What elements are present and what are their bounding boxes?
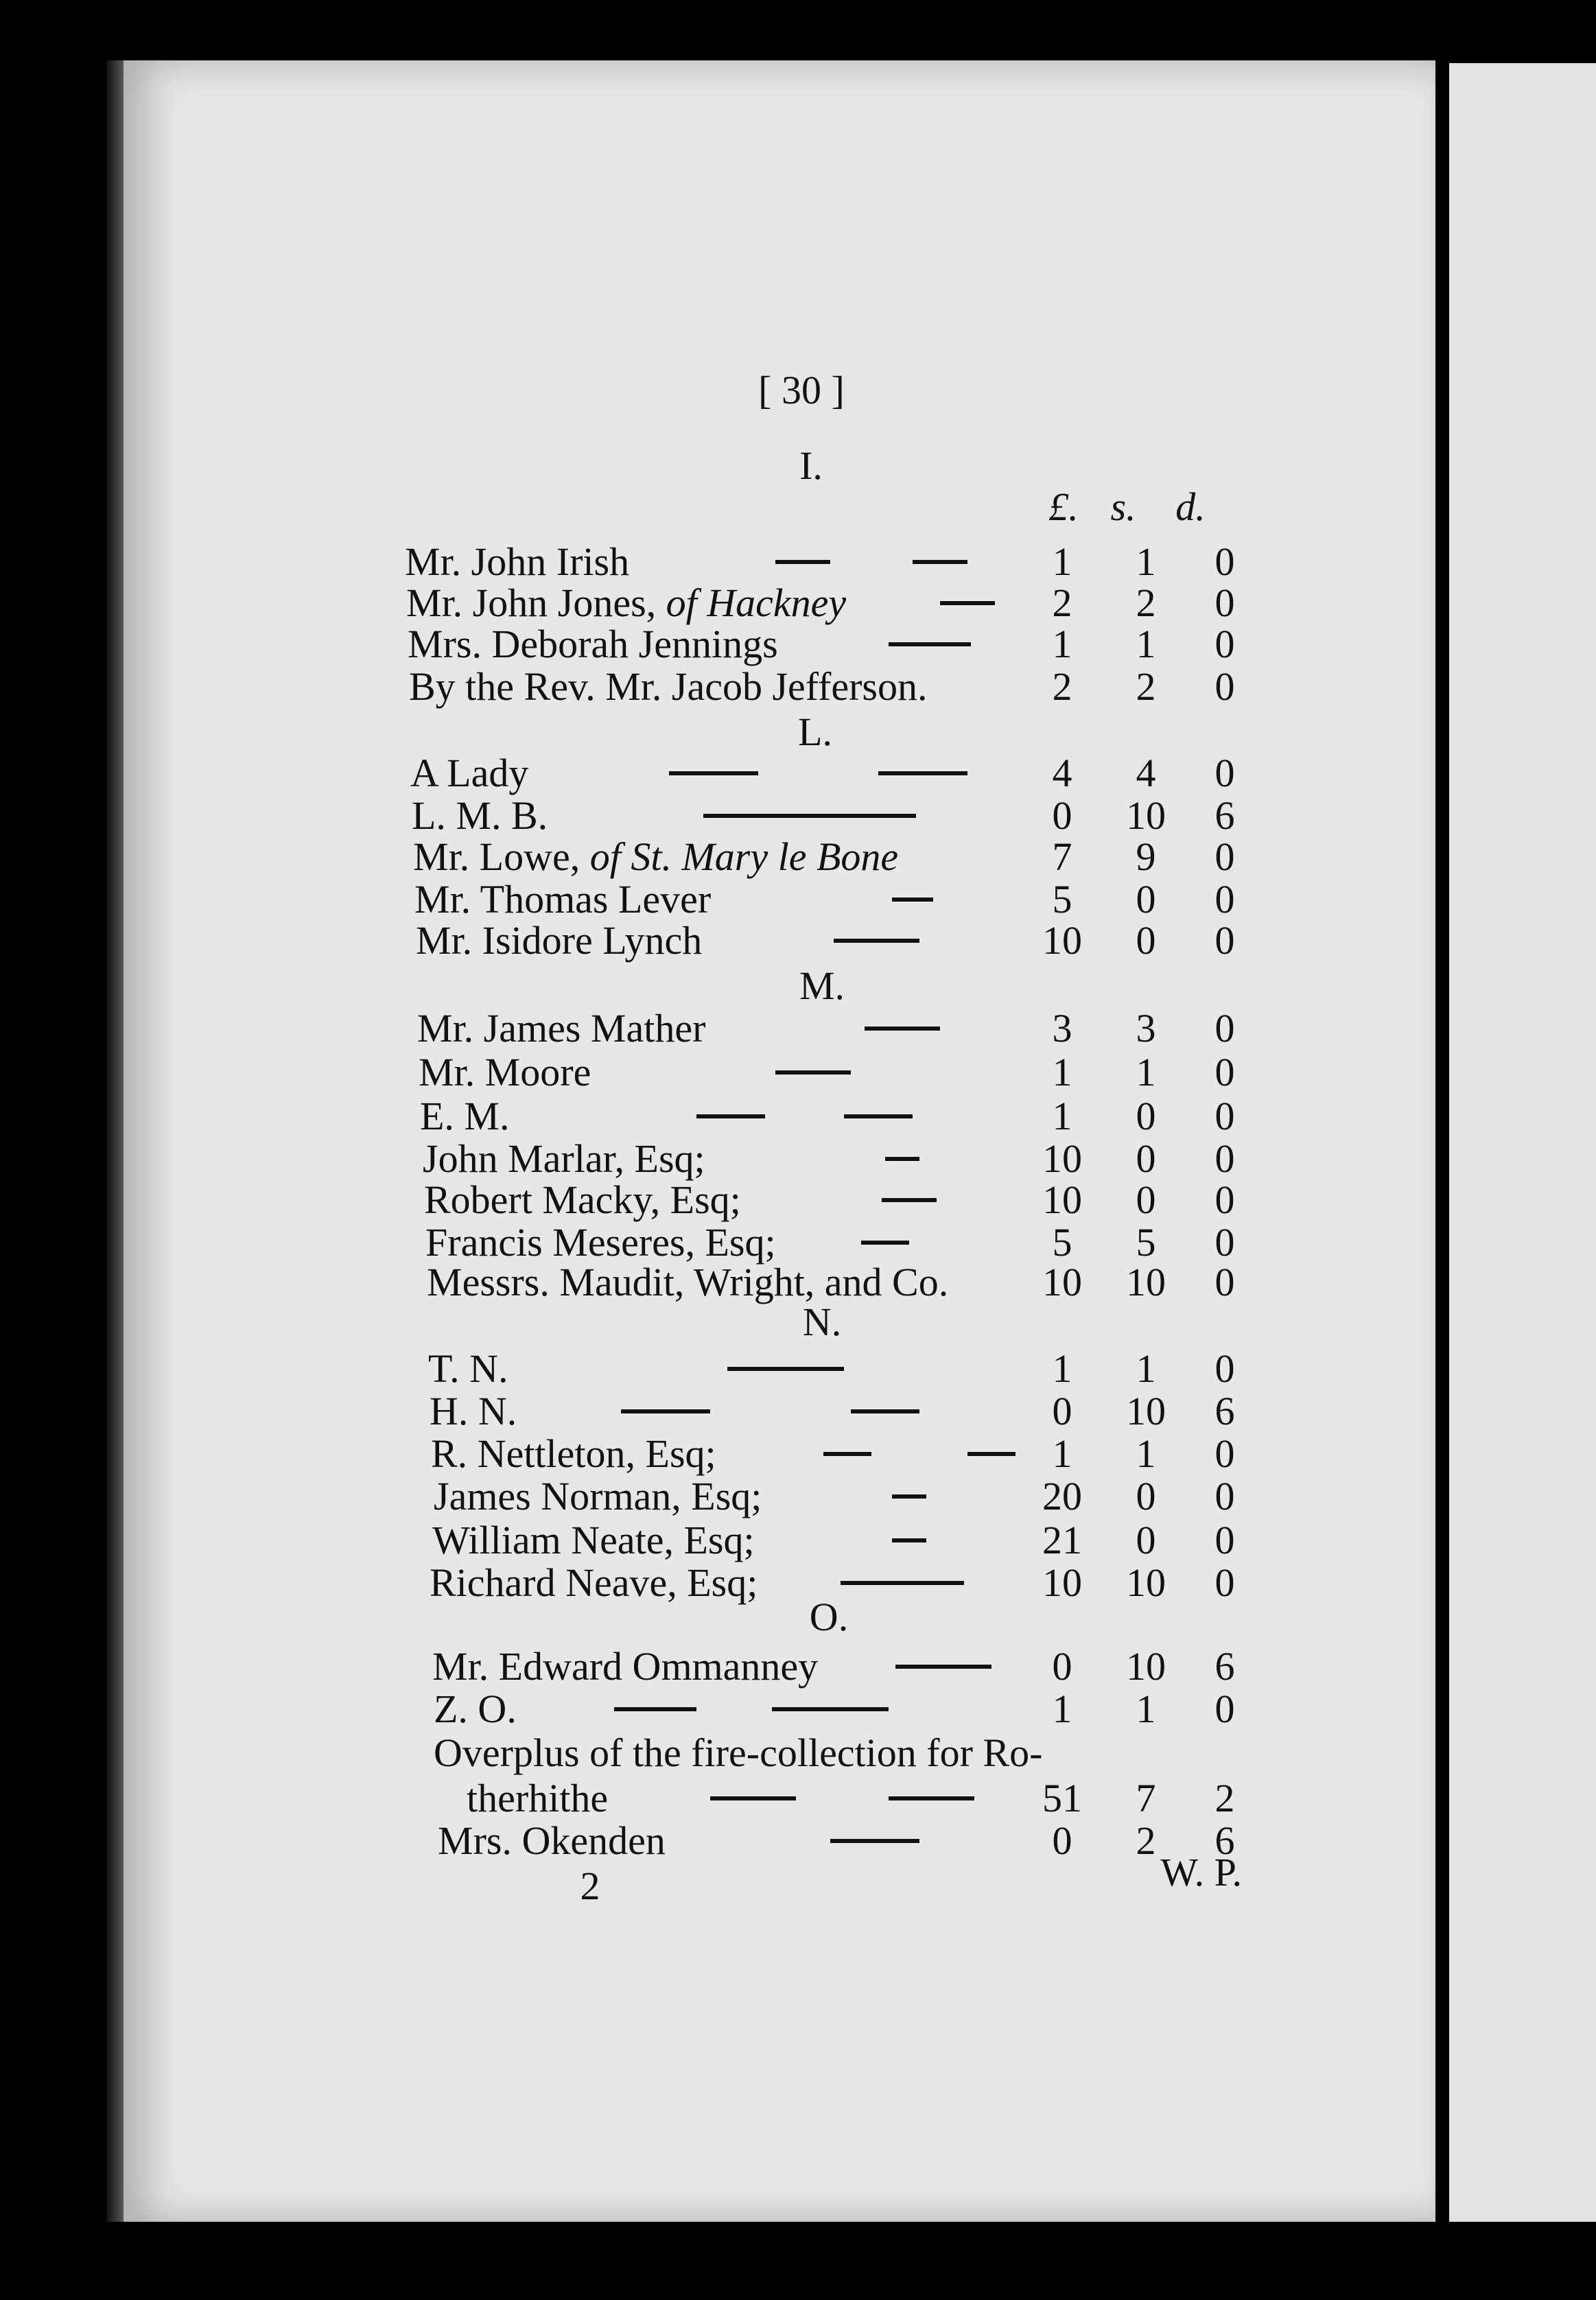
subscriber-name-text: Mr. Isidore Lynch [416,918,703,963]
leader-dash [703,814,916,818]
amount-pounds: 4 [1052,751,1072,795]
subscriber-name-text: Mr. Thomas Lever [414,877,712,922]
leader-dash [882,1198,937,1202]
leader-dash [865,1026,940,1031]
leader-dash [823,1452,871,1456]
amount-pence: 0 [1214,580,1235,625]
amount-shillings: 2 [1136,580,1156,625]
leader-dash [895,1665,991,1669]
subscriber-name-text: Richard Neave, Esq; [430,1560,758,1605]
amount-shillings: 1 [1136,539,1156,584]
subscriber-name-text: Z. O. [434,1687,517,1731]
amount-shillings: 10 [1126,1389,1166,1433]
amount-pence: 0 [1214,1431,1235,1476]
amount-pounds: 3 [1052,1006,1072,1051]
amount-shillings: 4 [1136,751,1156,795]
subscriber-name [428,1346,508,1391]
subscriber-name-text: A Lady [410,751,529,795]
section-letter: M. [799,963,845,1008]
subscriber-name [431,1431,716,1476]
subscriber-name [432,1518,755,1562]
leader-dash [727,1367,844,1371]
amount-pence: 0 [1214,1220,1235,1265]
amount-pence: 6 [1214,1818,1235,1863]
amount-shillings: 10 [1126,1260,1166,1304]
subscriber-name-text: Overplus of the fire-collection for Ro- [434,1730,1043,1775]
leader-dash [772,1707,889,1711]
leader-dash [913,560,967,564]
leader-dash [892,897,933,902]
amount-pounds: 1 [1052,1050,1072,1094]
subscriber-name-text: E. M. [420,1094,510,1138]
subscriber-name-text: therhithe [467,1776,609,1820]
amount-pence: 0 [1214,664,1235,709]
signature-mark: 2 [580,1864,600,1908]
amount-pounds: 0 [1052,793,1072,838]
subscriber-name-text: John Marlar, Esq; [423,1136,705,1181]
amount-pounds: 20 [1042,1474,1082,1518]
amount-shillings: 3 [1136,1006,1156,1051]
amount-shillings: 0 [1136,1136,1156,1181]
amount-pounds: 2 [1052,580,1072,625]
amount-pounds: 0 [1052,1818,1072,1863]
amount-shillings: 0 [1136,877,1156,922]
amount-pounds: 5 [1052,1220,1072,1265]
subscriber-name [405,539,630,584]
header-shillings: s. [1110,484,1136,529]
amount-pounds: 10 [1042,1560,1082,1605]
subscriber-name [412,793,548,838]
subscriber-name-text: Mrs. Deborah Jennings [408,622,778,666]
amount-pence: 2 [1214,1776,1235,1820]
amount-pence: 0 [1214,1260,1235,1304]
subscriber-name [416,918,703,963]
leader-dash [967,1452,1016,1456]
amount-shillings: 1 [1136,1687,1156,1731]
amount-shillings: 5 [1136,1220,1156,1265]
catchword: W. P. [1160,1850,1242,1894]
leader-dash [841,1581,964,1585]
amount-shillings: 7 [1136,1776,1156,1820]
amount-pounds: 1 [1052,539,1072,584]
subscriber-name-text: R. Nettleton, Esq; [431,1431,716,1476]
subscriber-name [427,1260,949,1304]
subscriber-name [424,1177,741,1222]
subscriber-name-text: T. N. [428,1346,508,1391]
subscriber-name [417,1006,706,1051]
subscriber-name-text: L. M. B. [412,793,548,838]
subscriber-name [467,1776,609,1820]
page-gutter [1435,60,1449,2222]
subscriber-name [420,1096,510,1136]
subscriber-name-text: Robert Macky, Esq; [424,1177,741,1222]
subscriber-name-text: Mr. John Irish [405,539,630,584]
leader-dash [775,1070,851,1075]
subscriber-name-text: William Neate, Esq; [432,1518,755,1562]
amount-shillings: 10 [1126,1644,1166,1689]
subscriber-name-text: Mr. Moore [419,1050,591,1094]
subscriber-name [408,624,778,664]
subscriber-name [430,1389,517,1433]
amount-pounds: 10 [1042,918,1082,963]
amount-pounds: 1 [1052,1094,1072,1138]
subscriber-place: of St. Mary le Bone [589,834,899,879]
subscriber-name [414,877,712,922]
leader-dash [889,1796,974,1800]
amount-shillings: 1 [1136,1431,1156,1476]
amount-pounds: 1 [1052,1687,1072,1731]
amount-shillings: 0 [1136,1474,1156,1518]
amount-shillings: 0 [1136,918,1156,963]
subscriber-name [410,753,528,793]
subscriber-name-text: Mr. John Jones, [406,580,666,625]
section-letter: O. [809,1595,849,1639]
page-number: [ 30 ] [758,368,845,412]
amount-pounds: 10 [1042,1260,1082,1304]
amount-pence: 0 [1214,918,1235,963]
leader-dash [834,939,919,943]
subscriber-name [423,1136,705,1181]
amount-shillings: 9 [1136,834,1156,879]
leader-dash [851,1409,919,1413]
amount-pence: 0 [1214,1006,1235,1051]
header-pence: d. [1175,484,1206,529]
subscriber-name [425,1220,776,1265]
leader-dash [892,1494,926,1499]
amount-pence: 6 [1214,793,1235,838]
section-letter: L. [798,709,832,754]
amount-pence: 0 [1214,751,1235,795]
amount-pounds: 51 [1042,1776,1082,1820]
leader-dash [830,1839,919,1843]
amount-pence: 0 [1214,539,1235,584]
leader-dash [614,1707,696,1711]
amount-shillings: 0 [1136,1094,1156,1138]
amount-pounds: 1 [1052,1431,1072,1476]
amount-pence: 0 [1214,1136,1235,1181]
amount-pence: 6 [1214,1389,1235,1433]
leader-dash [696,1114,765,1118]
section-letter: N. [802,1300,842,1344]
leader-dash [885,1157,919,1161]
amount-pounds: 1 [1052,1346,1072,1391]
leader-dash [940,601,995,605]
subscriber-name [434,1474,762,1518]
amount-pounds: 2 [1052,664,1072,709]
subscriber-name [430,1560,758,1605]
leader-dash [775,560,830,564]
subscriber-name [409,664,928,709]
subscriber-name-text: Mr. Edward Ommanney [432,1644,819,1689]
subscriber-name [406,580,847,625]
subscriber-name-text: Messrs. Maudit, Wright, and Co. [427,1260,949,1304]
amount-pounds: 10 [1042,1177,1082,1222]
amount-pence: 0 [1214,834,1235,879]
subscriber-name [419,1050,591,1094]
amount-shillings: 0 [1136,1518,1156,1562]
subscriber-name-text: Francis Meseres, Esq; [425,1220,776,1265]
amount-pounds: 1 [1052,622,1072,666]
subscriber-name [432,1644,819,1689]
leader-dash [621,1409,710,1413]
amount-pounds: 0 [1052,1389,1072,1433]
subscriber-name [438,1818,666,1863]
leader-dash [844,1114,913,1118]
leader-dash [861,1241,909,1245]
subscriber-name [413,834,899,879]
amount-pence: 0 [1214,877,1235,922]
subscriber-name-text: Mr. James Mather [417,1006,706,1051]
amount-pence: 0 [1214,1346,1235,1391]
amount-shillings: 2 [1136,1818,1156,1863]
amount-pence: 6 [1214,1644,1235,1689]
amount-pence: 0 [1214,1177,1235,1222]
section-letter: I. [799,443,823,488]
amount-pence: 0 [1214,622,1235,666]
facing-page-edge [1449,63,1596,2222]
subscriber-name-text: H. N. [430,1389,517,1433]
header-pounds: £. [1048,484,1079,529]
subscriber-name [434,1689,517,1729]
amount-pounds: 21 [1042,1518,1082,1562]
subscriber-name-text: By the Rev. Mr. Jacob Jefferson. [409,664,928,709]
amount-pence: 0 [1214,1474,1235,1518]
leader-dash [892,1538,926,1542]
subscriber-name-text: James Norman, Esq; [434,1474,762,1518]
amount-shillings: 1 [1136,1346,1156,1391]
leader-dash [669,771,758,775]
amount-pence: 0 [1214,1050,1235,1094]
subscriber-name [434,1730,1043,1775]
amount-pounds: 5 [1052,877,1072,922]
amount-shillings: 1 [1136,622,1156,666]
amount-shillings: 1 [1136,1050,1156,1094]
subscriber-name-text: Mr. Lowe, [413,834,590,879]
amount-pounds: 0 [1052,1644,1072,1689]
leader-dash [878,771,967,775]
amount-pence: 0 [1214,1560,1235,1605]
amount-pounds: 10 [1042,1136,1082,1181]
leader-dash [889,642,971,646]
subscriber-name-text: Mrs. Okenden [438,1818,666,1863]
amount-shillings: 10 [1126,793,1166,838]
amount-pence: 0 [1214,1094,1235,1138]
subscriber-place: of Hackney [666,580,847,625]
amount-pence: 0 [1214,1687,1235,1731]
amount-shillings: 10 [1126,1560,1166,1605]
leader-dash [710,1796,796,1800]
amount-pounds: 7 [1052,834,1072,879]
amount-shillings: 2 [1136,664,1156,709]
amount-shillings: 0 [1136,1177,1156,1222]
amount-pence: 0 [1214,1518,1235,1562]
